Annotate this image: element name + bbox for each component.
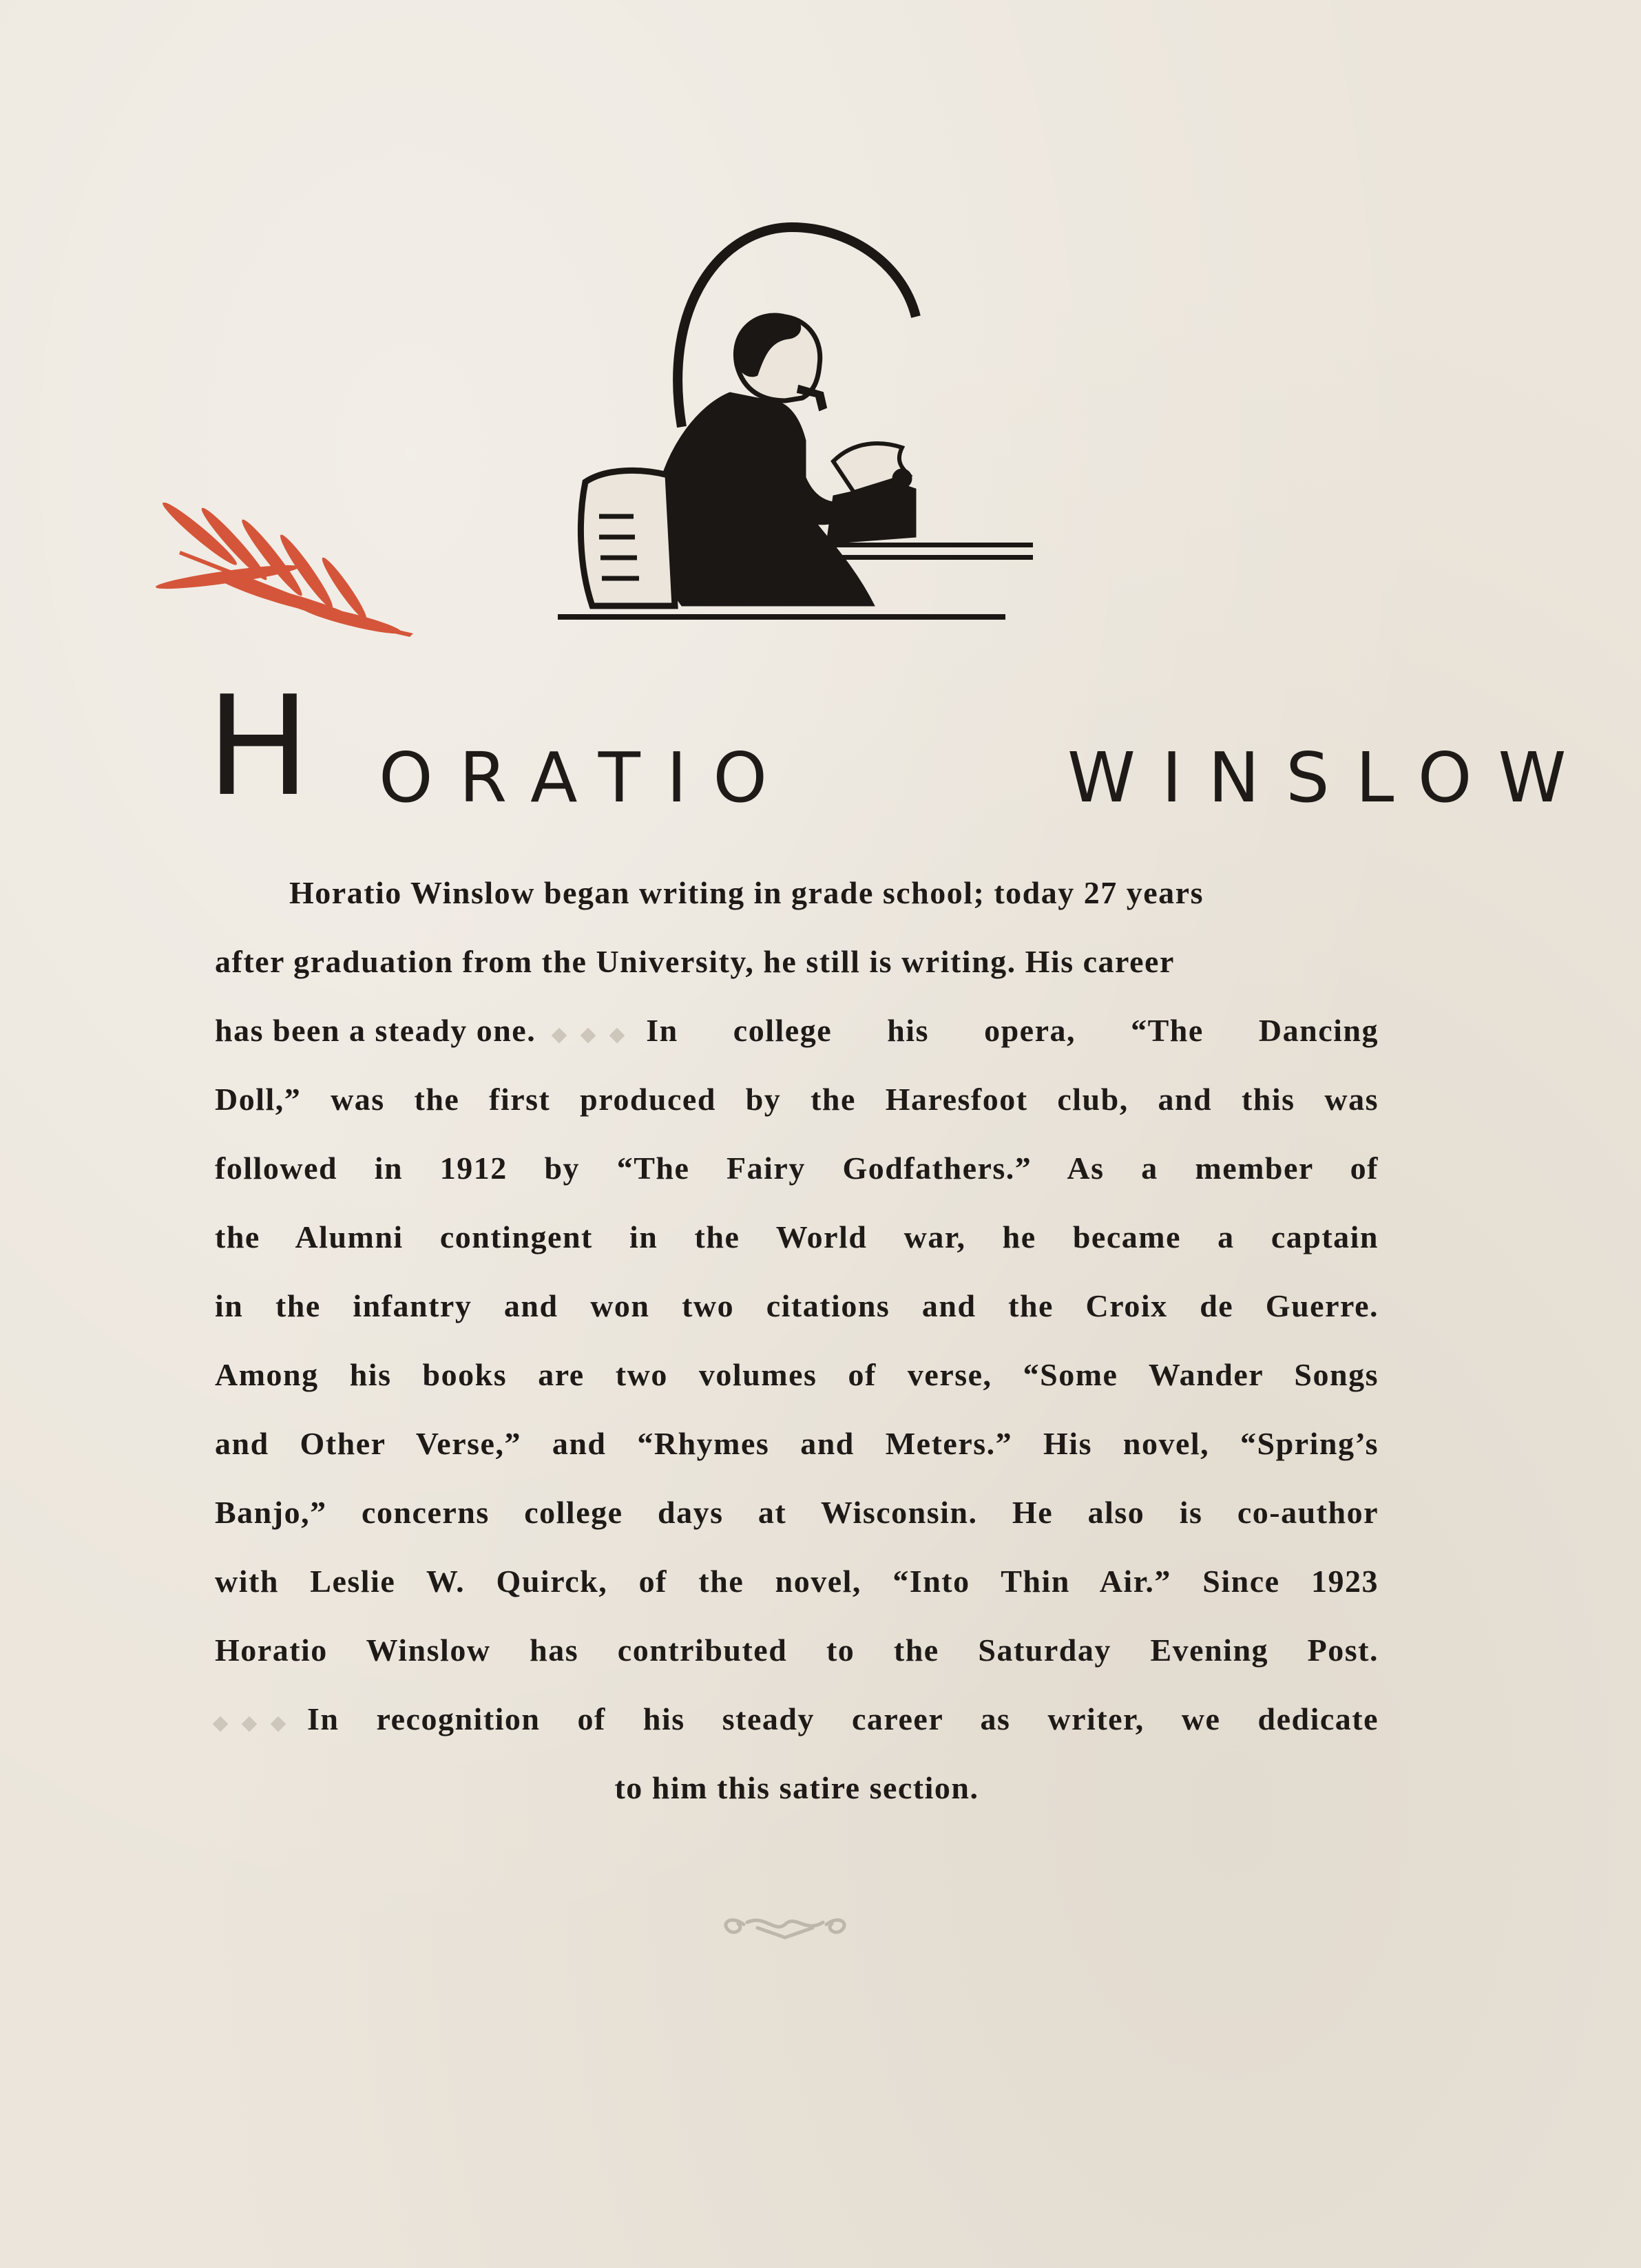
text-line-3: has been a steady one. In college his opera, “The Dancing [215, 1013, 1379, 1048]
text-line-2: after graduation from the University, he still is writing. His career [215, 944, 1175, 979]
text-line-12: Horatio Winslow has contributed to the Saturday Evening Post. [215, 1632, 1379, 1668]
writer-at-typewriter-illustration [558, 220, 1040, 654]
text-line-9: and Other Verse,” and “Rhymes and Meters.” His novel, “Spring’s [215, 1426, 1379, 1461]
diamond-separator-icon [554, 1030, 623, 1041]
text-line-6: the Alumni contingent in the World war, he became a captain [215, 1219, 1379, 1254]
page-title [207, 666, 1593, 827]
title-initial: H [207, 666, 311, 827]
laurel-branch-icon [138, 503, 427, 647]
text-line-11: with Leslie W. Quirck, of the novel, “Into Thin Air.” Since 1923 [215, 1564, 1379, 1599]
title-second-word: WINSLOW [1067, 737, 1593, 818]
text-line-7: in the infantry and won two citations and the Croix de Guerre. [215, 1288, 1379, 1323]
scroll-ornament-icon [716, 1907, 854, 1942]
text-line-10: Banjo,” concerns college days at Wisconsin. He also is co-author [215, 1495, 1379, 1530]
text-line-4: Doll,” was the first produced by the Haresfoot club, and this was [215, 1082, 1379, 1117]
text-line-5: followed in 1912 by “The Fairy Godfathers.” As a member of [215, 1151, 1379, 1186]
text-line-14: to him this satire section. [614, 1770, 979, 1805]
text-line-1: Horatio Winslow began writing in grade school; today 27 years [289, 875, 1204, 910]
text-line-13: In recognition of his steady career as writer, we dedicate [215, 1701, 1379, 1770]
diamond-separator-icon [215, 1719, 284, 1730]
dedication-paragraph [215, 874, 1379, 1838]
title-first-word-rest: ORATIO [379, 737, 794, 818]
text-line-8: Among his books are two volumes of verse, “Some Wander Songs [215, 1357, 1379, 1392]
